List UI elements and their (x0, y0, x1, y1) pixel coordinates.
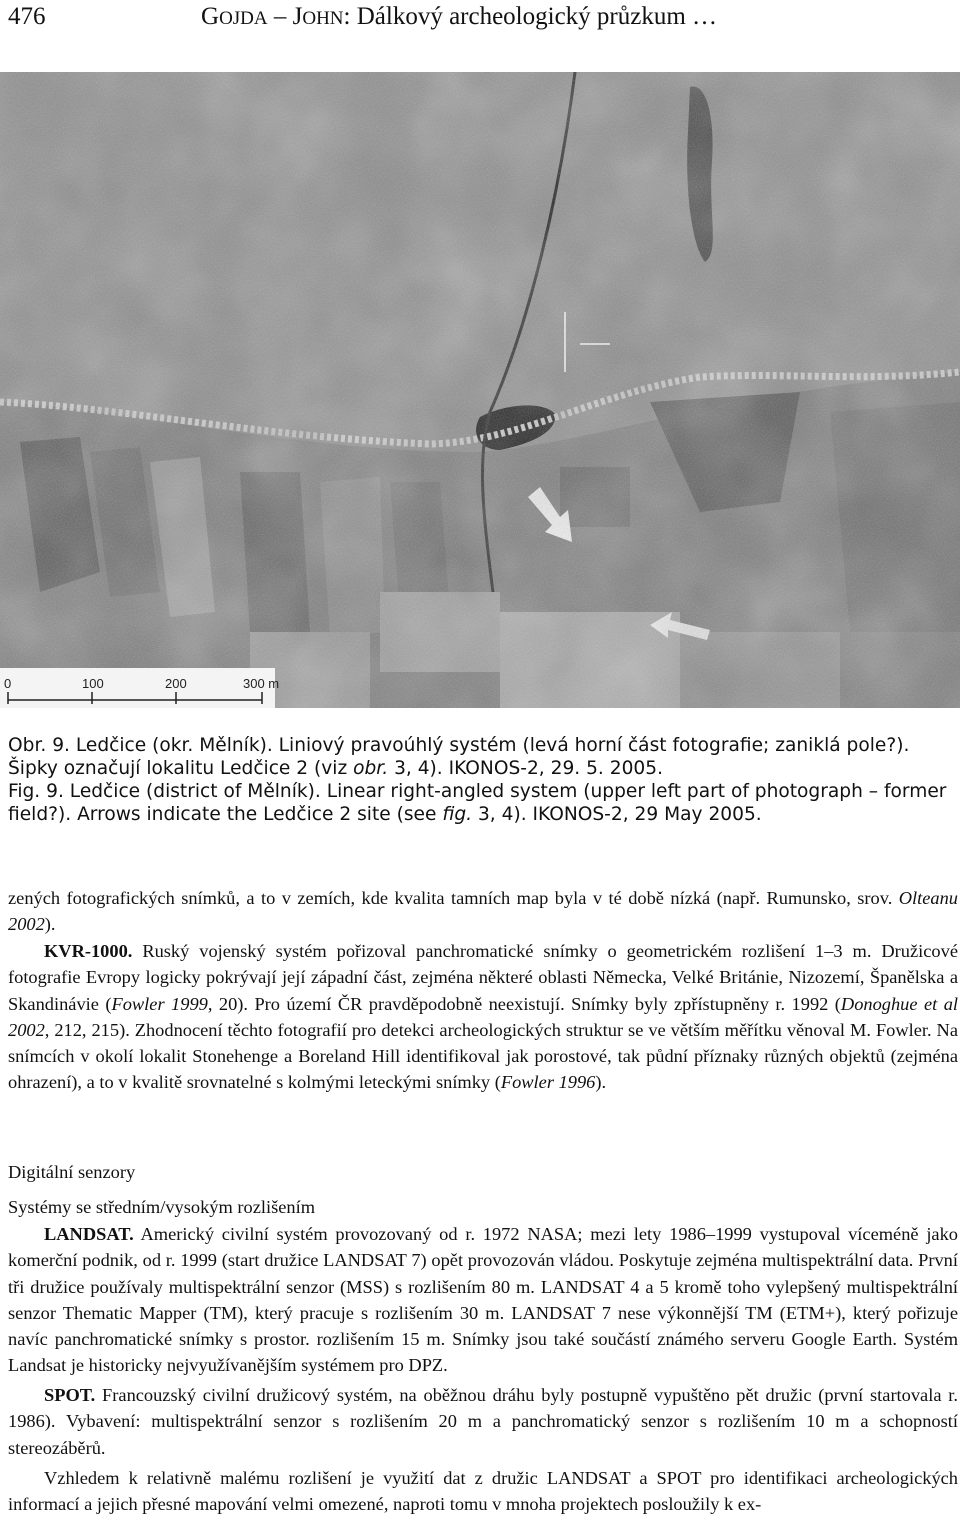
figure-caption-czech (8, 735, 960, 780)
author1-rest: OJDA (219, 8, 268, 29)
running-header (8, 2, 960, 36)
scale-label: 0 (4, 676, 12, 691)
caption-reference: fig. (442, 803, 473, 825)
paragraph-continued (8, 885, 958, 938)
section-heading: Digitální senzory (8, 1162, 136, 1182)
scale-label: 100 (82, 676, 104, 691)
paragraph-text: , 212, 215). Zhodnocení těchto fotografií pro detekci archeologických struktur se ve větším měřítku věnoval M. Fowler. Na snímcích v okolí lokalit Stonehenge a Boreland Hill identifikoval jak porostové, tak půdní příznaky různých objektů (zejména ohrazení), a to v kvalitě srovnatelné s kolmými leteckými snímky ( (8, 1019, 958, 1093)
paragraph-text: , 20). Pro území ČR pravděpodobně neexistují. Snímky byly zpřístupněny r. 1992 ( (207, 993, 841, 1014)
caption-reference: obr. (353, 757, 389, 779)
paragraph-text: Francouzský civilní družicový systém, na oběžnou dráhu byly postupně vypuštěno pět družic (první startovala r. 1986). Vybavení: multispektrální senzor s rozlišením 20 m a panchromatický senzor s rozlišením 10 m a schopností stereozáběrů. (8, 1385, 958, 1458)
title-rest: : Dálkový archeologický průzkum … (343, 3, 718, 30)
scale-bar-background (0, 668, 275, 708)
paragraph-closing (8, 1465, 958, 1518)
running-title (201, 2, 717, 34)
figure-caption-english (8, 781, 960, 826)
citation: Fowler 1999 (111, 993, 208, 1014)
citation: Fowler 1996 (500, 1072, 596, 1093)
paragraph-landsat (8, 1221, 958, 1379)
citation: Donoghue et al 2002 (8, 993, 959, 1040)
scale-label: 300 m (243, 676, 280, 691)
citation: Olteanu 2002 (8, 888, 958, 935)
caption-text: 3, 4). IKONOS-2, 29 May 2005. (472, 803, 762, 825)
paragraph-text: Americký civilní systém provozovaný od r. 1972 NASA; mezi lety 1986–1999 vystupoval víceméně jako komerční podnik, od r. 1999 (start družice LANDSAT 7) opět provozován vládou. Poskytuje zejména multispektrální data. První tři družice používaly multispektrální senzor (MSS) s rozlišením 80 m. LANDSAT 4 a 5 kromě toho vylepšený multispektrální senzor Thematic Mapper (TM), který pracuje s rozlišením 30 m. LANDSAT 7 nese výkonnější TM (ETM+), který pořizuje navíc panchromatické snímky s prostor. rozlišením 15 m. Snímky jsou také součástí známého serveru Google Earth. Systém Landsat je historicky nejvyužívanějším systémem pro DPZ. (8, 1224, 958, 1376)
author2-rest: OHN (302, 8, 344, 29)
author2-initial: J (292, 3, 303, 30)
caption-text: Obr. 9. Ledčice (okr. Mělník). Liniový pravoúhlý systém (levá horní část fotografie; zaniklá pole?). Šipky označují lokalitu Ledčice 2 (viz (8, 735, 910, 779)
author-dash: – (267, 3, 293, 30)
paragraph-text: Ruský vojenský systém pořizoval panchromatické snímky o geometrickém rozlišení 1–3 m. Družicové fotografie Evropy logicky pokrývají její západní část, zejména některé oblasti Německa, Velké Británie, Nizozemí, Španělska a Skandinávie ( (8, 941, 958, 1014)
subsection-heading: Systémy se středním/vysokým rozlišením (8, 1197, 316, 1217)
author1-initial: G (201, 3, 220, 30)
paragraph-text: ). (595, 1072, 607, 1093)
paragraph-kvr-1000 (8, 938, 958, 1096)
page-number: 476 (8, 3, 46, 30)
paragraph-text: ). (44, 914, 56, 935)
scale-label: 200 (165, 676, 187, 691)
term-spot: SPOT. (44, 1385, 96, 1405)
paragraph-text: zených fotografických snímků, a to v zemích, kde kvalita tamních map byla v té době nízká (např. Rumunsko, srov. (8, 888, 899, 908)
caption-text: Fig. 9. Ledčice (district of Mělník). Linear right-angled system (upper left part of photograph – former field?). Arrows indicate the Ledčice 2 site (see (8, 781, 947, 825)
term-kvr-1000: KVR-1000. (44, 941, 133, 961)
term-landsat: LANDSAT. (44, 1224, 134, 1244)
aerial-photograph (0, 72, 960, 708)
paragraph-text: Vzhledem k relativně malému rozlišení je využití dat z družic LANDSAT a SPOT pro identifikaci archeologických informací a jejich přesné mapování velmi omezené, naproti tomu v mnoha projektech posloužily k ex- (8, 1468, 958, 1515)
paragraph-spot (8, 1382, 958, 1461)
caption-text: 3, 4). IKONOS-2, 29. 5. 2005. (388, 757, 663, 779)
